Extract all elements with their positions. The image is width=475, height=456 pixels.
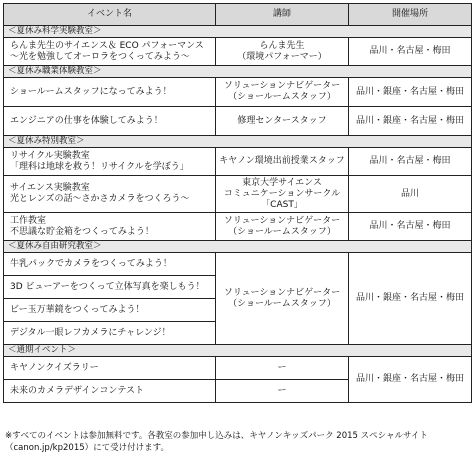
event-table	[3, 3, 472, 403]
lecturer-recycle: キヤノン環境出前授業スタッフ	[216, 148, 349, 176]
section-career: ＜夏休み職業体験教室＞	[4, 66, 472, 78]
event-quiz-rally: キヤノンクイズラリー	[4, 357, 216, 380]
section-research: ＜夏休み自由研究教室＞	[4, 241, 472, 253]
event-craft: 工作教室 不思議な貯金箱をつくってみよう！	[4, 213, 216, 241]
footnote-line-2: （canon.jp/kp2015）にて受け付けます。	[5, 443, 169, 453]
event-showroom: ショールームスタッフになってみよう！	[4, 78, 216, 107]
event-ranma: らんま先生のサイエンス＆ ECO パフォーマンス ～光を勉強してオーロラをつくってみよう～	[4, 38, 216, 66]
event-design-contest: 未来のカメラデザインコンテスト	[4, 380, 216, 403]
venue-craft: 品川・名古屋・梅田	[349, 213, 472, 241]
venue-research: 品川・銀座・名古屋・梅田	[349, 253, 472, 345]
event-milk-camera: 牛乳パックでカメラをつくってみよう！	[4, 253, 216, 276]
header-venue: 開催場所	[349, 4, 472, 26]
header-lecturer: 講師	[216, 4, 349, 26]
venue-annual: 品川・銀座・名古屋・梅田	[349, 357, 472, 403]
lecturer-showroom: ソリューションナビゲーター （ショールームスタッフ）	[216, 78, 349, 107]
lecturer-engineer: 修理センタースタッフ	[216, 107, 349, 136]
event-3d-viewer: 3D ビューアーをつくって立体写真を楽しもう！	[4, 276, 216, 299]
section-special: ＜夏休み特別教室＞	[4, 136, 472, 148]
section-annual: ＜通期イベント＞	[4, 345, 472, 357]
event-engineer: エンジニアの仕事を体験してみよう！	[4, 107, 216, 136]
venue-showroom: 品川・銀座・名古屋・梅田	[349, 78, 472, 107]
lecturer-design-contest: ー	[216, 380, 349, 403]
event-recycle: リサイクル実験教室 「理科は地球を救う！リサイクルを学ぼう」	[4, 148, 216, 176]
event-dslr: デジタル一眼レフカメラにチャレンジ！	[4, 322, 216, 345]
footnote	[5, 430, 471, 454]
header-event: イベント名	[4, 4, 216, 26]
footnote-line-1: ※すべてのイベントは参加無料です。各教室の参加申し込みは、キヤノンキッズパーク 2015 スペシャルサイト	[5, 431, 428, 441]
venue-ranma: 品川・名古屋・梅田	[349, 38, 472, 66]
lecturer-research: ソリューションナビゲーター （ショールームスタッフ）	[216, 253, 349, 345]
venue-engineer: 品川・銀座・名古屋・梅田	[349, 107, 472, 136]
lecturer-quiz-rally: ー	[216, 357, 349, 380]
lecturer-craft: ソリューションナビゲーター （ショールームスタッフ）	[216, 213, 349, 241]
lecturer-ranma: らんま先生 （環境パフォーマー）	[216, 38, 349, 66]
venue-science-lens: 品川	[349, 176, 472, 213]
venue-recycle: 品川・名古屋・梅田	[349, 148, 472, 176]
event-science-lens: サイエンス実験教室 光とレンズの話～さかさカメラをつくろう～	[4, 176, 216, 213]
lecturer-cast: 東京大学サイエンス コミュニケーションサークル 「CAST」	[216, 176, 349, 213]
event-kaleidoscope: ビー玉万華鏡をつくってみよう！	[4, 299, 216, 322]
section-science: ＜夏休み科学実験教室＞	[4, 26, 472, 38]
